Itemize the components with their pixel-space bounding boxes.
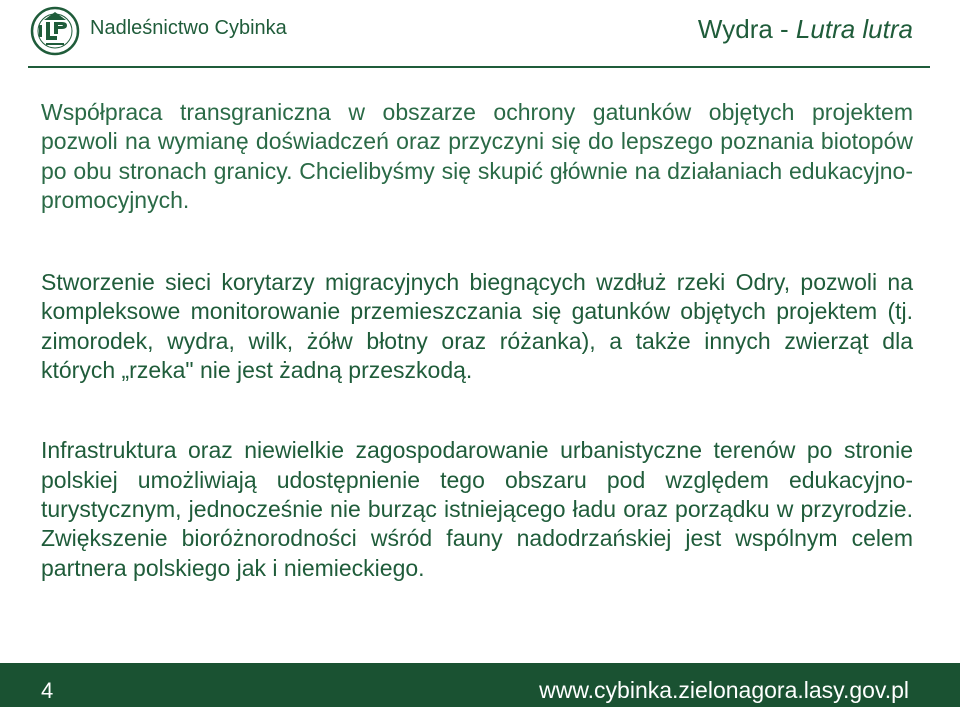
slide-title-latin: Lutra lutra <box>795 14 913 44</box>
header-divider <box>28 66 930 68</box>
organization-name: Nadleśnictwo Cybinka <box>90 17 287 39</box>
slide-footer <box>0 663 960 707</box>
slide-title <box>698 14 913 45</box>
lasy-panstwowe-logo <box>30 6 80 56</box>
page-number: 4 <box>41 678 54 703</box>
paragraph-infrastructure: Infrastruktura oraz niewielkie zagospodarowanie urbanistyczne terenów po stronie polskiej umożliwiają udostępnienie tego obszaru pod względem edukacyjno-turystycznym, jednocześnie nie burząc istniejącego ładu oraz porządku w przyrodzie. Zwiększenie bioróżnorodności wśród fauny nadodrzańskiej jest wspólnym celem partnera polskiego jak i niemieckiego. <box>41 437 913 581</box>
paragraph-migration-corridors: Stworzenie sieci korytarzy migracyjnych biegnących wzdłuż rzeki Odry, pozwoli na kompleksowe monitorowanie przemieszczania się gatunków objętych projektem (tj. zimorodek, wydra, wilk, żółw błotny oraz różanka), a także innych zwierząt dla których „rzeka" nie jest żadną przeszkodą. <box>41 269 913 384</box>
slide-header <box>0 0 960 70</box>
slide-content <box>41 98 913 583</box>
footer-url: www.cybinka.zielonagora.lasy.gov.pl <box>539 677 909 703</box>
slide-title-main: Wydra - <box>697 14 796 44</box>
paragraph-cooperation: Współpraca transgraniczna w obszarze ochrony gatunków objętych projektem pozwoli na wymianę doświadczeń oraz przyczyni się do lepszego poznania biotopów po obu stronach granicy. Chcielibyśmy się skupić głównie na działaniach edukacyjno-promocyjnych. <box>41 99 913 213</box>
